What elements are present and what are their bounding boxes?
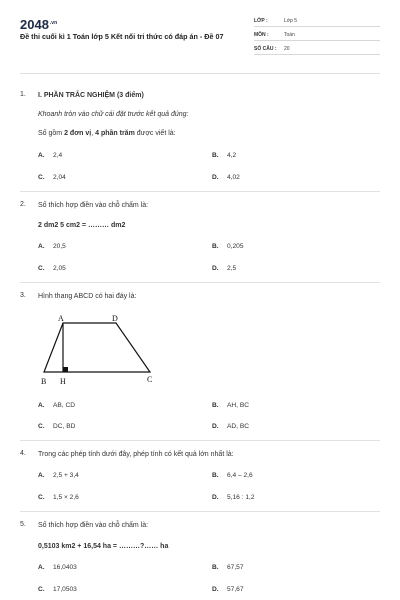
trapezoid-figure <box>38 312 163 388</box>
option-a[interactable]: A. 2,4 <box>38 152 63 159</box>
option-d[interactable]: D. 2,5 <box>212 265 237 272</box>
meta-question-count <box>254 43 380 55</box>
logo-text: 2048 <box>20 17 49 32</box>
question-number: 3. <box>20 292 26 299</box>
option-c[interactable]: C. 2,04 <box>38 174 66 181</box>
document-title: Đề thi cuối kì 1 Toán lớp 5 Kết nối tri thức có đáp án - Đề 07 <box>20 32 224 41</box>
question-divider <box>20 282 380 283</box>
meta-key: SỐ CÂU : <box>254 46 277 52</box>
question-text: Trong các phép tính dưới đây, phép tính có kết quả lớn nhất là: <box>38 451 234 458</box>
option-c[interactable]: C. DC, BD <box>38 423 76 430</box>
option-b[interactable]: B. 6,4 – 2,6 <box>212 472 253 479</box>
vertex-label-d: D <box>112 314 118 323</box>
option-a[interactable]: A. 16,0403 <box>38 564 77 571</box>
question-number: 5. <box>20 521 26 528</box>
option-d[interactable]: D. 57,67 <box>212 586 244 593</box>
option-d[interactable]: D. 5,16 : 1,2 <box>212 494 255 501</box>
meta-class <box>254 15 380 27</box>
question-divider <box>20 440 380 441</box>
question-divider <box>20 511 380 512</box>
header-divider <box>20 73 380 74</box>
option-c[interactable]: C. 2,05 <box>38 265 66 272</box>
option-b[interactable]: B. 67,57 <box>212 564 244 571</box>
option-a[interactable]: A. 20,5 <box>38 243 66 250</box>
question-text: Số thích hợp điền vào chỗ chấm là: <box>38 202 149 209</box>
option-b[interactable]: B. 4,2 <box>212 152 237 159</box>
site-logo[interactable] <box>20 17 57 32</box>
option-c[interactable]: C. 1,5 × 2,6 <box>38 494 79 501</box>
question-text: Số gồm 2 đơn vị, 4 phần trăm được viết là: <box>38 130 176 137</box>
question-text: Hình thang ABCD có hai đáy là: <box>38 293 137 300</box>
question-expression: 2 dm2 5 cm2 = ……… dm2 <box>38 222 126 229</box>
vertex-label-a: A <box>58 314 64 323</box>
trapezoid-shape <box>44 323 150 372</box>
option-a[interactable]: A. AB, CD <box>38 402 75 409</box>
option-c[interactable]: C. 17,0503 <box>38 586 77 593</box>
meta-value: 20 <box>284 46 290 52</box>
option-a[interactable]: A. 2,5 + 3,4 <box>38 472 79 479</box>
vertex-label-c: C <box>147 375 153 384</box>
meta-key: LỚP : <box>254 18 268 24</box>
option-d[interactable]: D. AD, BC <box>212 423 249 430</box>
meta-subject <box>254 29 380 41</box>
question-number: 1. <box>20 91 26 98</box>
section-heading: I. PHẦN TRẮC NGHIỆM (3 điểm) <box>38 92 144 99</box>
right-angle-marker <box>63 367 68 372</box>
option-d[interactable]: D. 4,02 <box>212 174 240 181</box>
meta-value: Lớp 5 <box>284 18 298 24</box>
meta-value: Toán <box>284 32 295 38</box>
option-b[interactable]: B. AH, BC <box>212 402 249 409</box>
question-divider <box>20 191 380 192</box>
vertex-label-b: B <box>41 377 47 386</box>
logo-suffix: .vn <box>49 19 58 26</box>
question-number: 4. <box>20 450 26 457</box>
vertex-label-h: H <box>60 377 66 386</box>
question-text: Số thích hợp điền vào chỗ chấm là: <box>38 522 149 529</box>
section-instruction: Khoanh tròn vào chữ cái đặt trước kết quả đúng: <box>38 111 189 118</box>
question-expression: 0,5103 km2 + 16,54 ha = ………?…… ha <box>38 543 169 550</box>
meta-key: MÔN : <box>254 32 269 38</box>
question-number: 2. <box>20 201 26 208</box>
option-b[interactable]: B. 0,205 <box>212 243 244 250</box>
